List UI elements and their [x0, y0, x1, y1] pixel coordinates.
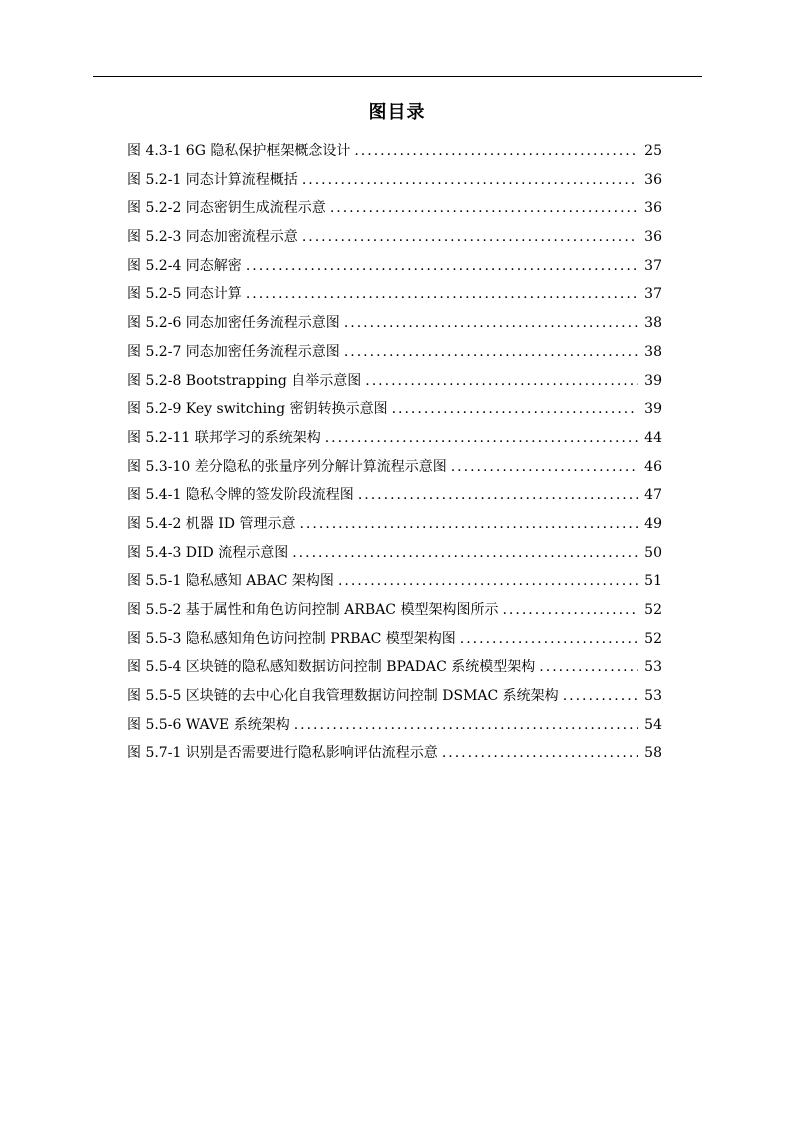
dot-leader: [330, 194, 638, 223]
figure-entry-label: 图 5.2-2 同态密钥生成流程示意: [127, 200, 326, 217]
figure-entry[interactable]: [127, 625, 662, 654]
dot-leader: [442, 739, 638, 768]
figure-entry-page-number: 39: [644, 401, 662, 418]
figure-entry-label: 图 5.5-3 隐私感知角色访问控制 PRBAC 模型架构图: [127, 630, 456, 647]
figure-entry[interactable]: [127, 194, 662, 223]
figure-entry[interactable]: [127, 567, 662, 596]
figure-entry[interactable]: [127, 481, 662, 510]
dot-leader: [246, 252, 638, 281]
figure-entry[interactable]: [127, 166, 662, 195]
figure-entry-page-number: 25: [644, 143, 662, 159]
dot-leader: [539, 653, 638, 682]
figure-entry-label: 图 5.4-2 机器 ID 管理示意: [127, 515, 296, 532]
header-rule: [93, 76, 702, 77]
dot-leader: [392, 395, 638, 424]
figure-entry[interactable]: [127, 395, 662, 424]
dot-leader: [325, 424, 638, 453]
figure-entry-page-number: 36: [644, 171, 662, 188]
figure-entry-label: 图 5.4-1 隐私令牌的签发阶段流程图: [127, 487, 354, 504]
figure-entry-label: 图 5.4-3 DID 流程示意图: [127, 544, 289, 561]
figure-entry-label: 图 5.2-8 Bootstrapping 自举示意图: [127, 372, 362, 389]
figure-entry-page-number: 37: [644, 286, 662, 303]
figure-entry-label: 图 5.2-6 同态加密任务流程示意图: [127, 315, 340, 332]
figure-entry-label: 图 5.2-5 同态计算: [127, 286, 242, 303]
dot-leader: [358, 481, 638, 510]
figure-entry[interactable]: [127, 539, 662, 568]
figure-entry[interactable]: [127, 653, 662, 682]
dot-leader: [338, 567, 638, 596]
figure-entry-label: 图 5.5-1 隐私感知 ABAC 架构图: [127, 573, 334, 590]
dot-leader: [460, 625, 638, 654]
figure-entry-label: 图 4.3-1 6G 隐私保护框架概念设计: [127, 143, 351, 159]
figure-entry[interactable]: [127, 682, 662, 711]
figure-entry[interactable]: [127, 453, 662, 482]
figure-entry-label: 图 5.2-9 Key switching 密钥转换示意图: [127, 401, 388, 418]
figure-entry-page-number: 37: [644, 257, 662, 274]
figure-entry-page-number: 54: [644, 716, 662, 733]
dot-leader: [294, 711, 638, 740]
figure-entry-page-number: 38: [644, 315, 662, 332]
dot-leader: [563, 682, 638, 711]
dot-leader: [451, 453, 638, 482]
figure-entry[interactable]: [127, 223, 662, 252]
figure-entry[interactable]: [127, 711, 662, 740]
dot-leader: [246, 280, 638, 309]
figure-entry[interactable]: [127, 252, 662, 281]
dot-leader: [302, 166, 638, 195]
dot-leader: [299, 510, 638, 539]
figure-entry-page-number: 38: [644, 343, 662, 360]
figure-entry-page-number: 49: [644, 515, 662, 532]
figure-entry-label: 图 5.7-1 识别是否需要进行隐私影响评估流程示意: [127, 745, 438, 762]
figure-entry-label: 图 5.2-3 同态加密流程示意: [127, 229, 298, 246]
dot-leader: [502, 596, 638, 625]
figure-entry-page-number: 44: [644, 429, 662, 446]
figure-entry[interactable]: [127, 137, 662, 166]
figure-entry[interactable]: [127, 338, 662, 367]
figure-entry-label: 图 5.5-2 基于属性和角色访问控制 ARBAC 模型架构图所示: [127, 602, 499, 618]
figure-entry-label: 图 5.5-5 区块链的去中心化自我管理数据访问控制 DSMAC 系统架构: [127, 688, 559, 705]
page-title: 图目录: [368, 102, 426, 124]
dot-leader: [344, 309, 638, 338]
figure-entry-page-number: 52: [644, 630, 662, 647]
figure-entry-label: 图 5.5-6 WAVE 系统架构: [127, 716, 290, 733]
figure-entry[interactable]: [127, 309, 662, 338]
figure-list: [127, 137, 662, 768]
figure-entry-page-number: 53: [644, 688, 662, 705]
dot-leader: [365, 367, 638, 396]
figure-entry-label: 图 5.2-4 同态解密: [127, 257, 242, 274]
figure-entry[interactable]: [127, 280, 662, 309]
figure-entry-page-number: 47: [644, 487, 662, 504]
figure-entry-page-number: 52: [644, 602, 662, 618]
figure-entry-label: 图 5.3-10 差分隐私的张量序列分解计算流程示意图: [127, 458, 447, 475]
figure-entry-label: 图 5.2-11 联邦学习的系统架构: [127, 429, 321, 446]
figure-entry-page-number: 53: [644, 659, 662, 676]
figure-entry[interactable]: [127, 367, 662, 396]
figure-entry[interactable]: [127, 739, 662, 768]
figure-entry-page-number: 50: [644, 544, 662, 561]
dot-leader: [302, 223, 638, 252]
figure-entry-label: 图 5.5-4 区块链的隐私感知数据访问控制 BPADAC 系统模型架构: [127, 659, 536, 676]
figure-entry-label: 图 5.2-1 同态计算流程概括: [127, 171, 298, 188]
figure-entry-page-number: 58: [644, 745, 662, 762]
figure-entry-page-number: 36: [644, 229, 662, 246]
figure-entry-page-number: 36: [644, 200, 662, 217]
figure-entry[interactable]: [127, 510, 662, 539]
figure-entry-page-number: 39: [644, 372, 662, 389]
figure-entry-label: 图 5.2-7 同态加密任务流程示意图: [127, 343, 340, 360]
figure-entry[interactable]: [127, 596, 662, 625]
figure-entry-page-number: 51: [644, 573, 662, 590]
dot-leader: [292, 539, 638, 568]
dot-leader: [354, 137, 638, 166]
figure-entry[interactable]: [127, 424, 662, 453]
figure-entry-page-number: 46: [644, 458, 662, 475]
dot-leader: [344, 338, 638, 367]
